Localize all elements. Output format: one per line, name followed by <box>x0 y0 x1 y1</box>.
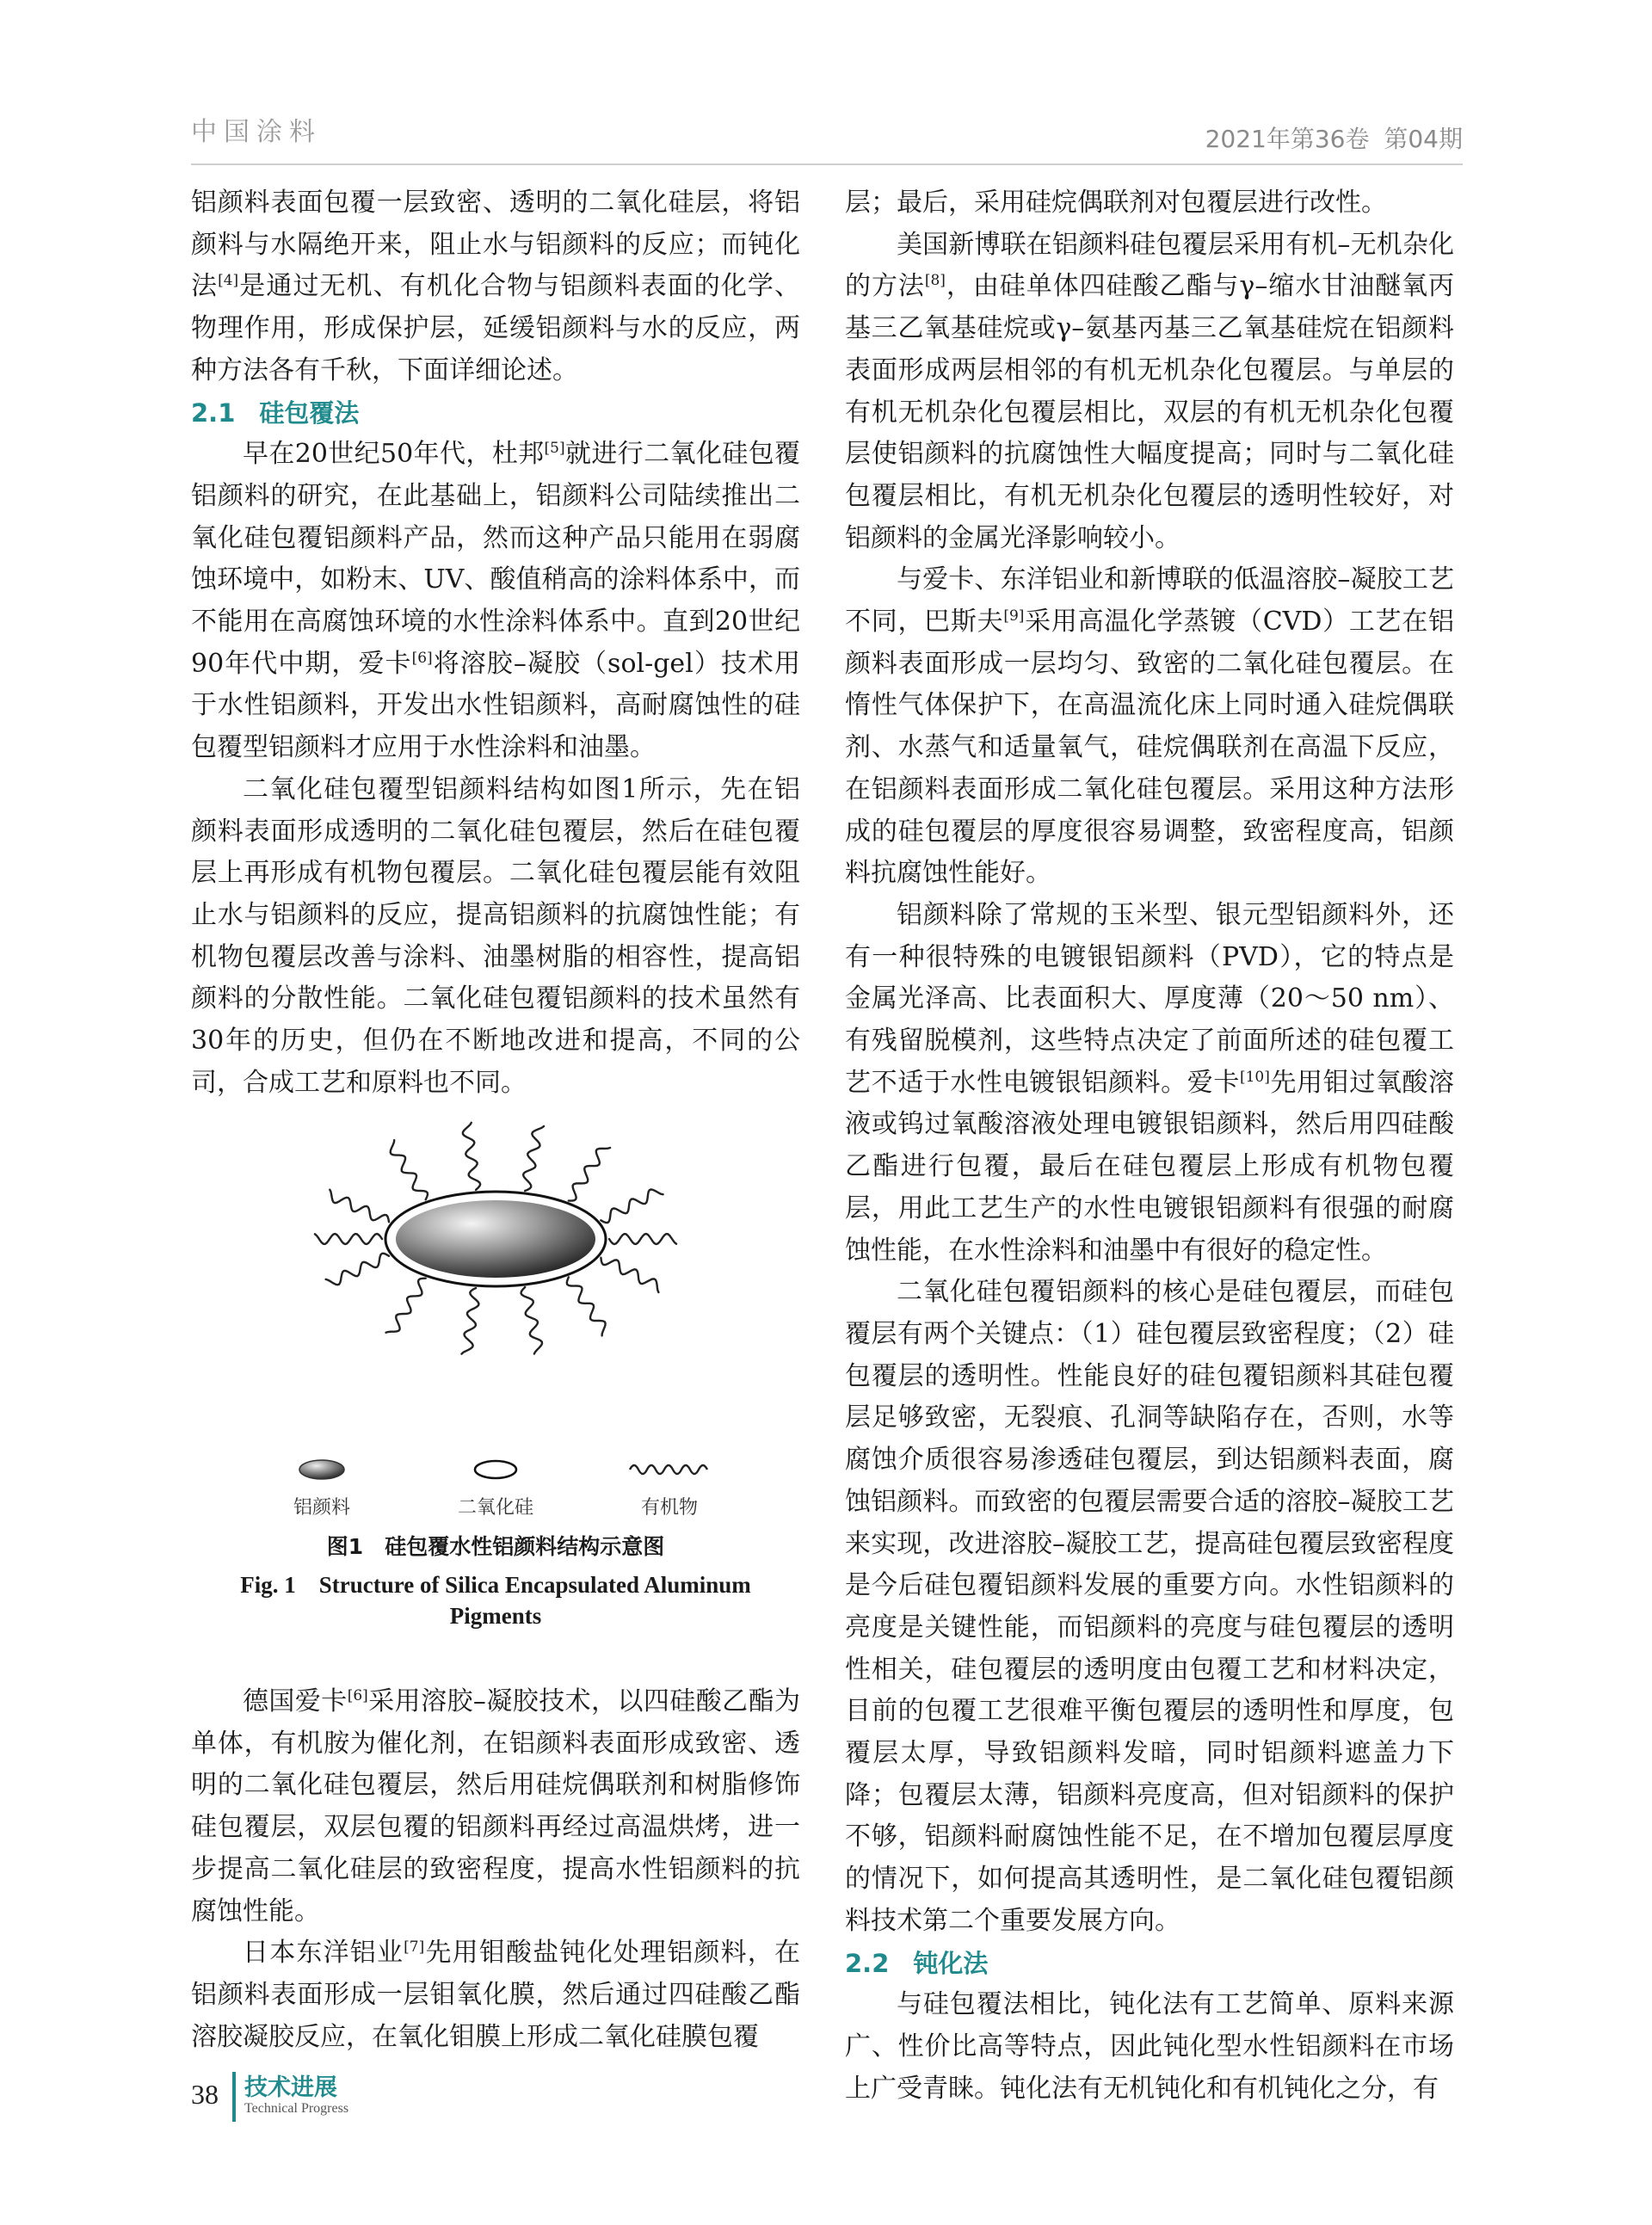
legend-label: 二氧化硅 <box>457 1497 533 1519</box>
organic-chain <box>386 1279 426 1333</box>
organic-chain <box>463 1123 480 1190</box>
citation[interactable]: [8] <box>924 272 946 290</box>
figure-1 <box>191 1119 800 1629</box>
section-heading-2-2: 2.2 钝化法 <box>845 1948 989 1978</box>
organic-chain <box>523 1126 544 1191</box>
organic-chain <box>609 1234 676 1244</box>
silica-coated-pigment-diagram <box>191 1119 800 1454</box>
journal-name: 中国涂料 <box>191 117 322 147</box>
paragraph: 日本东洋铝业[7]先用钼酸盐钝化处理铝颜料，在铝颜料表面形成一层钼氧化膜，然后通过四硅酸乙酯溶胶凝胶反应，在氧化钼膜上形成二氧化硅膜包覆 <box>191 1938 800 2052</box>
aluminum-core <box>396 1200 595 1278</box>
organic-chain <box>330 1190 389 1223</box>
figure-legend <box>191 1457 800 1525</box>
header-rule <box>191 163 1463 165</box>
figure-caption-zh: 图1 硅包覆水性铝颜料结构示意图 <box>326 1534 665 1559</box>
legend-organic <box>601 1457 738 1519</box>
footer-divider <box>232 2072 236 2122</box>
paragraph: 德国爱卡[6]采用溶胶–凝胶技术，以四硅酸乙酯为单体，有机胺为催化剂，在铝颜料表面形成致密、透明的二氧化硅包覆层，然后用硅烷偶联剂和树脂修饰硅包覆层，双层包覆的铝颜料再经过高温烘烤，进一步提高二氧化硅层的致密程度，提高水性铝颜料的抗腐蚀性能。 <box>191 1686 801 1926</box>
page-number: 38 <box>191 2079 219 2110</box>
paragraph: 铝颜料表面包覆一层致密、透明的二氧化硅层，将铝颜料与水隔绝开来，阻止水与铝颜料的反应；而钝化法[4]是通过无机、有机化合物与铝颜料表面的化学、物理作用，形成保护层，延缓铝颜料与水的反应，两种方法各有千秋，下面详细论述。 <box>191 188 801 385</box>
paragraph: 与爱卡、东洋铝业和新博联的低温溶胶–凝胶工艺不同，巴斯夫[9]采用高温化学蒸镀（CVD）工艺在铝颜料表面形成一层均匀、致密的二氧化硅包覆层。在惰性气体保护下，在高温流化床上同时通入硅烷偶联剂、水蒸气和适量氧气，硅烷偶联剂在高温下反应，在铝颜料表面形成二氧化硅包覆层。采用这种方法形成的硅包覆层的厚度很容易调整，致密程度高，铝颜料抗腐蚀性能好。 <box>845 564 1455 889</box>
organic-chain <box>462 1288 479 1354</box>
organic-chain <box>521 1287 543 1354</box>
paragraph: 二氧化硅包覆铝颜料的核心是硅包覆层，而硅包覆层有两个关键点：（1）硅包覆层致密程度；（2）硅包覆层的透明性。性能良好的硅包覆铝颜料其硅包覆层足够致密，无裂痕、孔洞等缺陷存在，否则，水等腐蚀介质很容易渗透硅包覆层，到达铝颜料表面，腐蚀铝颜料。而致密的包覆层需要合适的溶胶–凝胶工艺来实现，改进溶胶–凝胶工艺，提高硅包覆层致密程度是今后硅包覆铝颜料发展的重要方向。水性铝颜料的亮度是关键性能，而铝颜料的亮度与硅包覆层的透明性相关，硅包覆层的透明度由包覆工艺和材料决定，目前的包覆工艺很难平衡包覆层的透明性和厚度，包覆层太厚，导致铝颜料发暗，同时铝颜料遮盖力下降；包覆层太薄，铝颜料亮度高，但对铝颜料的保护不够，铝颜料耐腐蚀性能不足，在不增加包覆层厚度的情况下，如何提高其透明性，是二氧化硅包覆铝颜料技术第二个重要发展方向。 <box>845 1277 1454 1936</box>
organic-chain <box>569 1148 610 1201</box>
legend-label: 有机物 <box>640 1497 698 1519</box>
aluminum-core-icon <box>296 1457 348 1482</box>
organic-chain <box>601 1189 663 1223</box>
legend-aluminum <box>253 1457 391 1519</box>
organic-chain <box>315 1234 382 1244</box>
section-heading-2-1: 2.1 硅包覆法 <box>191 398 360 428</box>
citation[interactable]: [4] <box>218 272 239 290</box>
paragraph: 早在20世纪50年代，杜邦[5]就进行二氧化硅包覆铝颜料的研究，在此基础上，铝颜料公司陆续推出二氧化硅包覆铝颜料产品，然而这种产品只能用在弱腐蚀环境中，如粉末、UV、酸值稍高的涂料体系中，而不能用在高腐蚀环境的水性涂料体系中。直到20世纪90年代中期，爱卡[6]将溶胶–凝胶（sol-gel）技术用于水性铝颜料，开发出水性铝颜料，高耐腐蚀性的硅包覆型铝颜料才应用于水性涂料和油墨。 <box>191 439 800 763</box>
section-label-zh: 技术进展 <box>244 2074 337 2101</box>
legend-silica <box>427 1457 564 1519</box>
right-column <box>845 182 1454 2110</box>
paragraph: 二氧化硅包覆型铝颜料结构如图1所示，先在铝颜料表面形成透明的二氧化硅包覆层，然后在硅包覆层上再形成有机物包覆层。二氧化硅包覆层能有效阻止水与铝颜料的反应，提高铝颜料的抗腐蚀性能；有机物包覆层改善与涂料、油墨树脂的相容性，提高铝颜料的分散性能。二氧化硅包覆铝颜料的技术虽然有30年的历史，但仍在不断地改进和提高，不同的公司，合成工艺和原料也不同。 <box>191 774 800 1098</box>
organic-chain-icon <box>626 1457 712 1482</box>
citation[interactable]: [7] <box>404 1938 425 1957</box>
paragraph: 美国新博联在铝颜料硅包覆层采用有机–无机杂化的方法[8]，由硅单体四硅酸乙酯与γ–缩水甘油醚氧丙基三乙氧基硅烷或γ–氨基丙基三乙氧基硅烷在铝颜料表面形成两层相邻的有机无机杂化包覆层。与单层的有机无机杂化包覆层相比，双层的有机无机杂化包覆层使铝颜料的抗腐蚀性大幅度提高；同时与二氧化硅包覆层相比，有机无机杂化包覆层的透明性较好，对铝颜料的金属光泽影响较小。 <box>845 229 1454 553</box>
section-label-en: Technical Progress <box>244 2101 349 2116</box>
citation[interactable]: [10] <box>1239 1068 1270 1086</box>
left-column-top <box>191 182 800 1104</box>
paragraph: 层；最后，采用硅烷偶联剂对包覆层进行改性。 <box>845 188 1387 218</box>
citation[interactable]: [6] <box>347 1687 368 1704</box>
organic-chain <box>326 1254 389 1285</box>
citation[interactable]: [5] <box>544 440 565 458</box>
legend-label: 铝颜料 <box>293 1497 350 1519</box>
left-column-bottom <box>191 1681 800 2058</box>
organic-chain <box>391 1140 428 1199</box>
issue-info: 2021年第36卷 第04期 <box>1205 125 1463 153</box>
organic-chain <box>567 1277 606 1335</box>
figure-caption-en: Fig. 1 Structure of Silica Encapsulated Aluminum Pigments <box>240 1572 751 1629</box>
citation[interactable]: [6] <box>411 649 433 667</box>
silica-shell-icon <box>470 1457 521 1482</box>
paragraph: 铝颜料除了常规的玉米型、银元型铝颜料外，还有一种很特殊的电镀银铝颜料（PVD），它的特点是金属光泽高、比表面积大、厚度薄（20～50 nm）、有残留脱模剂，这些特点决定了前面所述的硅包覆工艺不适于水性电镀银铝颜料。爱卡[10]先用钼过氧酸溶液或钨过氧酸溶液处理电镀银铝颜料，然后用四硅酸乙酯进行包覆，最后在硅包覆层上形成有机物包覆层，用此工艺生产的水性电镀银铝颜料有很强的耐腐蚀性能，在水性涂料和油墨中有很好的稳定性。 <box>845 899 1455 1266</box>
citation[interactable]: [9] <box>1003 607 1025 626</box>
organic-chain <box>601 1258 658 1292</box>
paragraph: 与硅包覆法相比，钝化法有工艺简单、原料来源广、性价比高等特点，因此钝化型水性铝颜料在市场上广受青睐。钝化法有无机钝化和有机钝化之分，有 <box>845 1989 1454 2104</box>
